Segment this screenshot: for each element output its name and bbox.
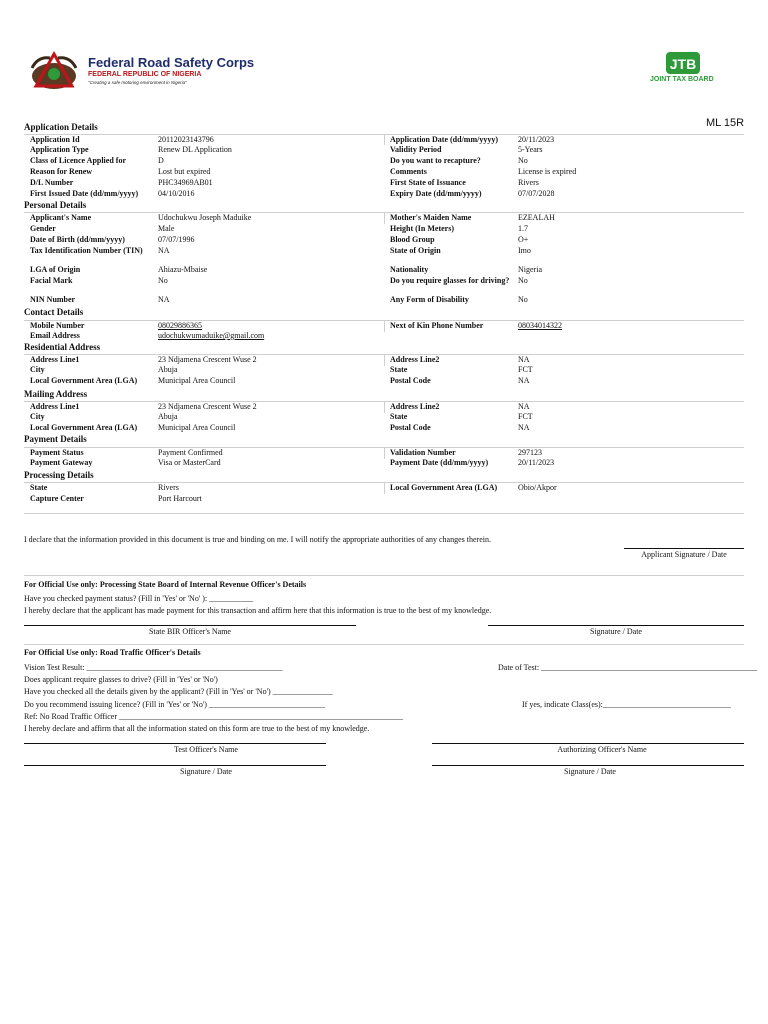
row-value: NA [158,246,170,255]
table-row [24,134,744,145]
declaration-text: I declare that the information provided in this document is true and binding on me. I will notify the appropriate authorities of any changes therein. [24,535,491,544]
row-value: 07/07/1996 [158,235,195,244]
section-mailing: Mailing Address [24,389,88,399]
row-label: State of Origin [390,246,441,255]
row-label: Date of Birth (dd/mm/yyyy) [30,235,125,244]
test-officer-signature-line[interactable] [24,765,326,766]
row-value: 23 Ndjamena Crescent Wuse 2 [158,355,257,364]
row-label: Height (In Meters) [390,224,454,233]
row-value: 297123 [518,448,542,457]
row-label: Address Line1 [30,402,80,411]
row-value: Port Harcourt [158,494,202,503]
row-value: 5-Years [518,145,543,154]
rto-vision-test[interactable]: Vision Test Result: _________________________________________________ [24,663,283,672]
agency-title: Federal Road Safety Corps [88,55,255,70]
table-row [24,145,744,155]
table-row [24,458,744,469]
row-value: No [518,276,528,285]
row-label: Application Type [30,145,89,154]
row-label: Class of Licence Applied for [30,156,126,165]
row-value: Abuja [158,412,178,421]
auth-officer-signature-line[interactable] [432,765,744,766]
row-label: Do you require glasses for driving? [390,276,510,285]
row-label: Email Address [30,331,80,340]
row-label: Address Line1 [30,355,80,364]
applicant-signature-line[interactable] [624,548,744,549]
row-value: FCT [518,365,533,374]
form-code: ML 15R [706,117,745,129]
row-label: Mother's Maiden Name [390,213,472,222]
table-row [24,365,744,376]
row-value: Abuja [158,365,178,374]
row-label: Capture Center [30,494,84,503]
row-value: 23 Ndjamena Crescent Wuse 2 [158,402,257,411]
rto-ref-number[interactable]: Ref: No Road Traffic Officer _______________________________________________________________________ [24,712,404,721]
row-label: City [30,365,45,374]
row-label: Validation Number [390,448,456,457]
row-label: State [30,483,48,492]
table-row [24,189,744,199]
row-label: Tax Identification Number (TIN) [30,246,143,255]
row-value: Payment Confirmed [158,448,223,457]
row-value: No [518,156,528,165]
jtb-name: JOINT TAX BOARD [650,76,714,83]
rto-date-of-test[interactable]: Date of Test: ______________________________________________________ [498,663,758,672]
row-value: udochukwumaduike@gmail.com [158,331,265,340]
rto-glasses-question[interactable]: Does applicant require glasses to drive? (Fill in 'Yes' or 'No') [24,675,218,684]
row-label: Application Date (dd/mm/yyyy) [390,135,498,144]
jtb-mark: JTB [669,56,697,72]
row-value: 08034014322 [518,321,562,330]
frsc-emblem-icon [24,48,88,92]
test-officer-label: Test Officer's Name [174,745,238,754]
row-value: License is expired [518,167,577,176]
table-row [24,156,744,166]
row-value: NA [518,376,530,385]
row-label: Blood Group [390,235,435,244]
bir-signature-label: Signature / Date [590,627,642,636]
row-value: 20/11/2023 [518,135,555,144]
row-label: Facial Mark [30,276,73,285]
row-value: Rivers [158,483,179,492]
jtb-logo-icon [664,48,702,76]
row-label: Nationality [390,265,429,274]
bir-signature-line[interactable] [488,625,744,626]
table-row [24,295,744,305]
row-label: Next of Kin Phone Number [390,321,484,330]
rto-section-title: For Official Use only: Road Traffic Officer's Details [24,648,201,657]
row-value: FCT [518,412,533,421]
row-value: Lost but expired [158,167,211,176]
row-label: Applicant's Name [30,213,92,222]
row-value: 08029886365 [158,321,202,330]
divider [24,575,744,576]
row-value: Imo [518,246,531,255]
row-value: Municipal Area Council [158,376,236,385]
table-row [24,376,744,387]
row-label: Local Government Area (LGA) [390,483,498,492]
table-row [24,246,744,264]
divider [24,513,744,514]
row-label: First Issued Date (dd/mm/yyyy) [30,189,139,198]
row-value: Visa or MasterCard [158,458,221,467]
row-value: O+ [518,235,529,244]
row-value: 07/07/2028 [518,189,555,198]
table-row [24,224,744,234]
row-label: Payment Status [30,448,84,457]
section-personal: Personal Details [24,200,87,210]
row-label: Local Government Area (LGA) [30,423,138,432]
test-officer-signature-label: Signature / Date [180,767,232,776]
rto-classes[interactable]: If yes, indicate Class(es):________________________________ [522,700,731,709]
row-label: Address Line2 [390,355,440,364]
row-label: Payment Date (dd/mm/yyyy) [390,458,489,467]
row-label: Any Form of Disability [390,295,469,304]
row-label: Reason for Renew [30,167,93,176]
agency-subtitle: FEDERAL REPUBLIC OF NIGERIA [88,71,202,78]
row-value: Ahiazu-Mbaise [158,265,208,274]
row-value: NA [518,355,530,364]
row-label: Comments [390,167,427,176]
row-label: Payment Gateway [30,458,93,467]
auth-officer-signature-label: Signature / Date [564,767,616,776]
row-value: D [158,156,164,165]
row-value: Municipal Area Council [158,423,236,432]
row-label: Gender [30,224,56,233]
row-label: Do you want to recapture? [390,156,481,165]
row-label: Address Line2 [390,402,440,411]
agency-tagline: "Creating a safe motoring environment in Nigeria" [88,80,187,85]
rto-recommend[interactable]: Do you recommend issuing licence? (Fill in 'Yes' or 'No') _____________________________ [24,700,325,709]
row-value: PHC34969AB01 [158,178,213,187]
row-label: D/L Number [30,178,74,187]
table-row [24,167,744,177]
rto-details-checked[interactable]: Have you checked all the details given by the applicant? (Fill in 'Yes' or 'No') _______________ [24,687,333,696]
bir-officer-name-label: State BIR Officer's Name [149,627,231,636]
row-label: Application Id [30,135,80,144]
row-value: No [158,276,168,285]
bir-section-title: For Official Use only: Processing State Board of Internal Revenue Officer's Details [24,580,307,589]
row-value: Male [158,224,175,233]
auth-officer-line[interactable] [432,743,744,744]
bir-officer-name-line[interactable] [24,625,356,626]
section-application: Application Details [24,122,98,132]
section-residential: Residential Address [24,342,101,352]
row-label: Validity Period [390,145,442,154]
row-label: Local Government Area (LGA) [30,376,138,385]
auth-officer-label: Authorizing Officer's Name [557,745,647,754]
row-label: State [390,412,408,421]
table-row [24,235,744,245]
section-contact: Contact Details [24,307,84,317]
section-payment: Payment Details [24,434,87,444]
table-row [24,178,744,188]
table-row [24,212,744,224]
row-value: NA [518,423,530,432]
table-row [24,265,744,275]
row-label: Mobile Number [30,321,85,330]
table-row [24,412,744,423]
row-value: 04/10/2016 [158,189,195,198]
section-processing: Processing Details [24,470,94,480]
row-label: Expiry Date (dd/mm/yyyy) [390,189,482,198]
row-value: NA [518,402,530,411]
row-value: Udochukwu Joseph Maduike [158,213,252,222]
row-value: 20112023143796 [158,135,214,144]
applicant-signature-label: Applicant Signature / Date [641,550,727,559]
bir-payment-question[interactable]: Have you checked payment status? (Fill in 'Yes' or 'No' ): ___________ [24,594,254,603]
table-row [24,276,744,294]
row-label: City [30,412,45,421]
row-value: 20/11/2023 [518,458,555,467]
row-label: Postal Code [390,376,431,385]
table-row [24,482,744,494]
row-value: Nigeria [518,265,542,274]
bir-declaration: I hereby declare that the applicant has made payment for this transaction and affirm here that this information is true to the best of my knowledge. [24,606,492,615]
row-value: Rivers [518,178,539,187]
table-row [24,494,744,505]
table-row [24,331,744,342]
table-row [24,423,744,434]
row-value: No [518,295,528,304]
row-label: Postal Code [390,423,431,432]
row-value: NA [158,295,170,304]
row-value: Obio/Akpor [518,483,557,492]
rto-declaration: I hereby declare and affirm that all the information stated on this form are true to the best of my knowledge. [24,724,370,733]
row-label: State [390,365,408,374]
row-label: LGA of Origin [30,265,81,274]
row-label: First State of Issuance [390,178,466,187]
test-officer-line[interactable] [24,743,326,744]
divider [24,644,744,645]
row-label: NIN Number [30,295,76,304]
row-value: 1.7 [518,224,528,233]
row-value: EZEALAH [518,213,555,222]
row-value: Renew DL Application [158,145,232,154]
